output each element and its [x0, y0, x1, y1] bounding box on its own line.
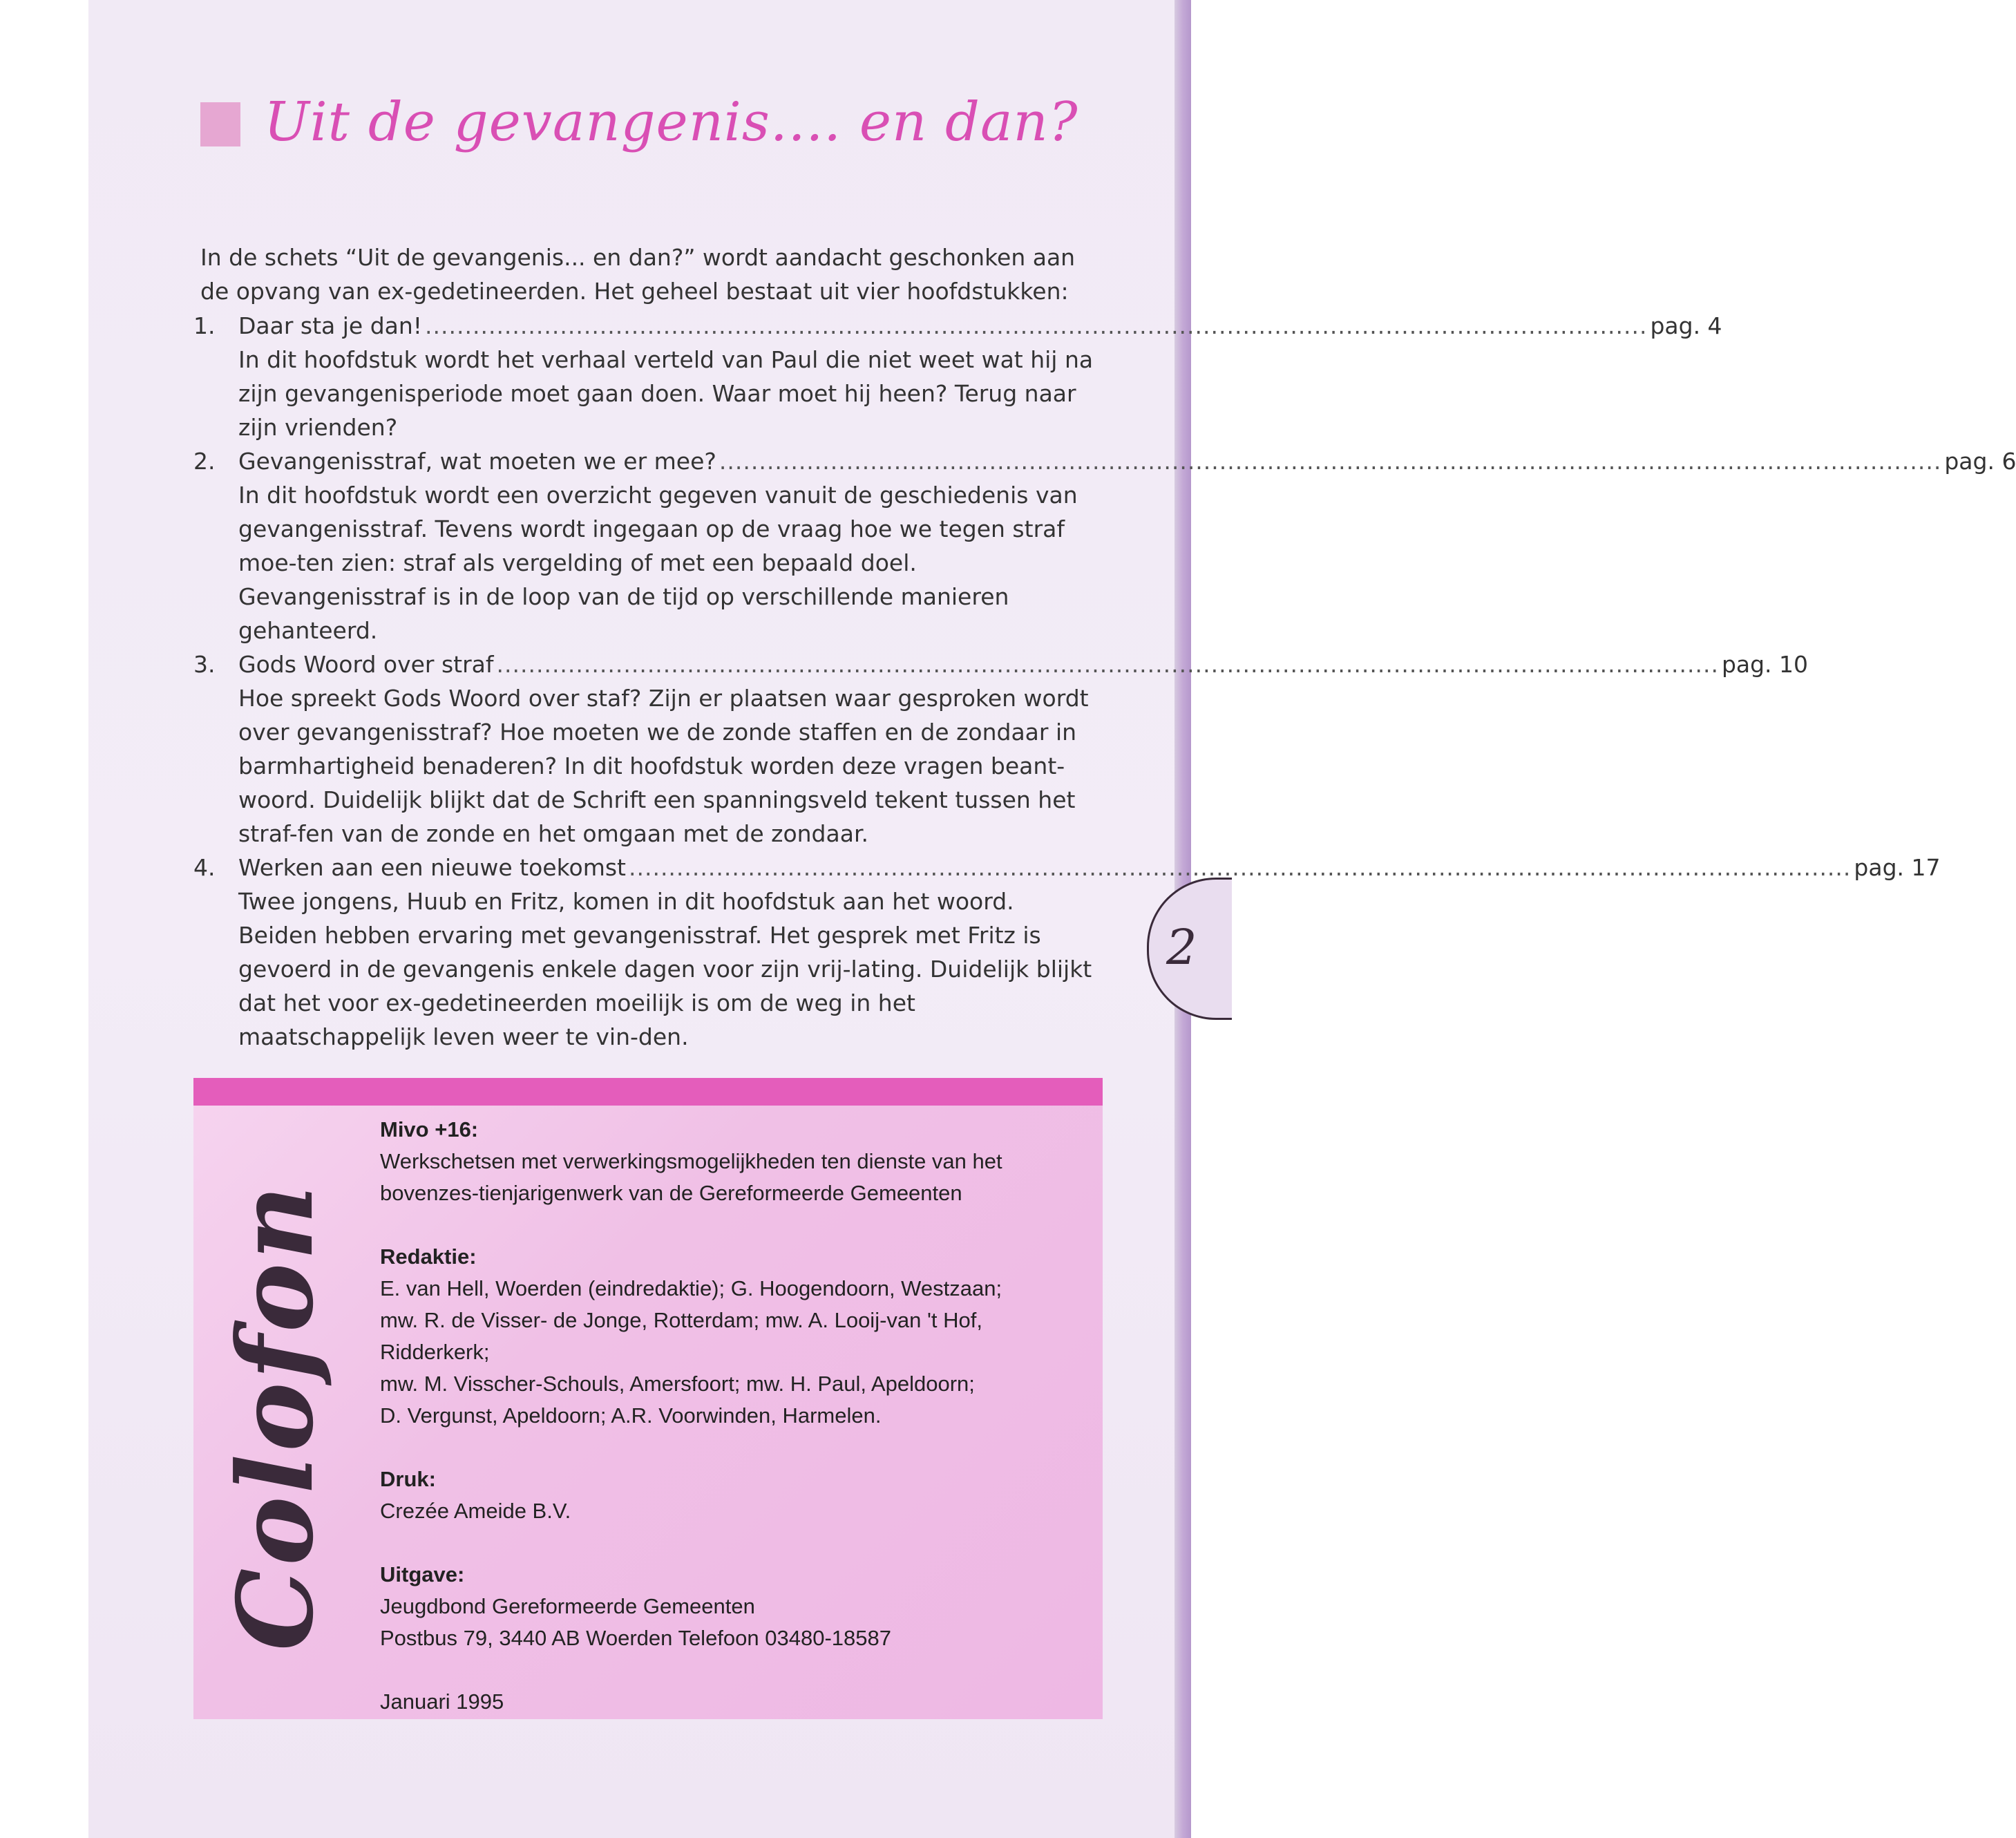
chapter-heading	[238, 647, 1809, 681]
uitgave-section	[380, 1559, 1092, 1654]
chapter-description: Twee jongens, Huub en Fritz, komen in dit hoofdstuk aan het woord. Beiden hebben ervaring met gevangenisstraf. Het gesprek met Fritz is gevoerd in de gevangenis enkele dagen voor zijn vrij-lating. Duidelijk blijkt dat het voor ex-gedetineerden moeilijk is om de weg in het maatschappelijk leven weer te vin-den.	[238, 888, 1092, 1050]
chapter-heading	[238, 309, 1722, 343]
redaktie-section	[380, 1241, 1092, 1432]
chapter-page: pag. 10	[1721, 651, 1809, 678]
page-title: Uit de gevangenis.... en dan?	[264, 91, 1078, 153]
chapter-title: Gevangenisstraf, wat moeten we er mee?	[238, 448, 716, 475]
redaktie-line: mw. M. Visscher-Schouls, Amersfoort; mw. H. Paul, Apeldoorn;	[380, 1372, 975, 1396]
redaktie-heading: Redaktie:	[380, 1244, 477, 1269]
colofon-box	[193, 1078, 1103, 1719]
chapter-description: Hoe spreekt Gods Woord over staf? Zijn er plaatsen waar gesproken wordt over gevangenisstraf? Hoe moeten we de zonde staffen en de zondaar in barmhartigheid benaderen? In dit hoofdstuk worden deze vragen beant-woord. Duidelijk blijkt dat de Schrift een spanningsveld tekent tussen het straf-fen van de zonde en het omgaan met de zondaar.	[238, 685, 1089, 847]
uitgave-heading: Uitgave:	[380, 1562, 465, 1586]
mivo-text: Werkschetsen met verwerkingsmogelijkheden ten dienste van het bovenzes-tienjarigenwerk van de Gereformeerde Gemeenten	[380, 1149, 1002, 1205]
colofon-label-text: Colofon	[215, 1182, 337, 1651]
chapter-heading	[238, 851, 1941, 884]
chapter-page: pag. 6	[1944, 448, 2016, 475]
mivo-heading: Mivo +16:	[380, 1117, 479, 1141]
colofon-label	[215, 1147, 337, 1686]
uitgave-line: Postbus 79, 3440 AB Woerden Telefoon 03480-18587	[380, 1626, 891, 1650]
chapter-title: Werken aan een nieuwe toekomst	[238, 854, 626, 881]
chapter-number: 2.	[193, 448, 216, 475]
chapter-tab-number: 2	[1166, 919, 1197, 976]
chapter-item-1	[193, 309, 1722, 444]
druk-section	[380, 1463, 1092, 1527]
druk-heading: Druk:	[380, 1467, 436, 1491]
date-section	[380, 1686, 1092, 1718]
redaktie-line: E. van Hell, Woerden (eindredaktie); G. Hoogendoorn, Westzaan;	[380, 1276, 1002, 1300]
chapter-title: Daar sta je dan!	[238, 312, 423, 339]
colofon-content	[380, 1114, 1092, 1750]
chapter-number: 3.	[193, 651, 216, 678]
intro-paragraph: In de schets “Uit de gevangenis... en dan?” wordt aandacht geschonken aan de opvang van ex-gedetineerden. Het geheel bestaat uit vier hoofdstukken:	[200, 244, 1076, 305]
publication-date: Januari 1995	[380, 1689, 504, 1714]
druk-text: Crezée Ameide B.V.	[380, 1499, 571, 1523]
chapter-number: 4.	[193, 854, 216, 881]
dot-leader: ..........................................................................................................................................................	[496, 651, 1719, 678]
redaktie-line: mw. R. de Visser- de Jonge, Rotterdam; mw. A. Looij-van 't Hof, Ridderkerk;	[380, 1308, 982, 1364]
chapter-description: In dit hoofdstuk wordt een overzicht gegeven vanuit de geschiedenis van gevangenisstraf. Tevens wordt ingegaan op de vraag hoe we tegen straf moe-ten zien: straf als vergelding of met een bepaald doel. Gevangenisstraf is in de loop van de tijd op verschillende manieren gehanteerd.	[238, 482, 1078, 644]
redaktie-line: D. Vergunst, Apeldoorn; A.R. Voorwinden, Harmelen.	[380, 1403, 882, 1428]
uitgave-line: Jeugdbond Gereformeerde Gemeenten	[380, 1594, 755, 1618]
chapter-page: pag. 17	[1854, 854, 1941, 881]
chapter-page: pag. 4	[1650, 312, 1722, 339]
colofon-header-bar	[193, 1078, 1103, 1106]
chapter-title: Gods Woord over straf	[238, 651, 494, 678]
chapter-item-2	[193, 444, 2016, 647]
chapter-list	[193, 309, 2016, 1054]
chapter-item-4	[193, 851, 1941, 1054]
dot-leader: ..........................................................................................................................................................	[719, 448, 1942, 475]
chapter-item-3	[193, 647, 1809, 851]
chapter-number: 1.	[193, 312, 216, 339]
dot-leader: ..........................................................................................................................................................	[628, 854, 1852, 881]
chapter-description: In dit hoofdstuk wordt het verhaal verteld van Paul die niet weet wat hij na zijn gevangenisperiode moet gaan doen. Waar moet hij heen? Terug naar zijn vrienden?	[238, 346, 1094, 441]
dot-leader: ..........................................................................................................................................................	[425, 312, 1648, 339]
chapter-heading	[238, 444, 2016, 478]
title-square-icon	[200, 102, 240, 146]
mivo-section	[380, 1114, 1092, 1209]
